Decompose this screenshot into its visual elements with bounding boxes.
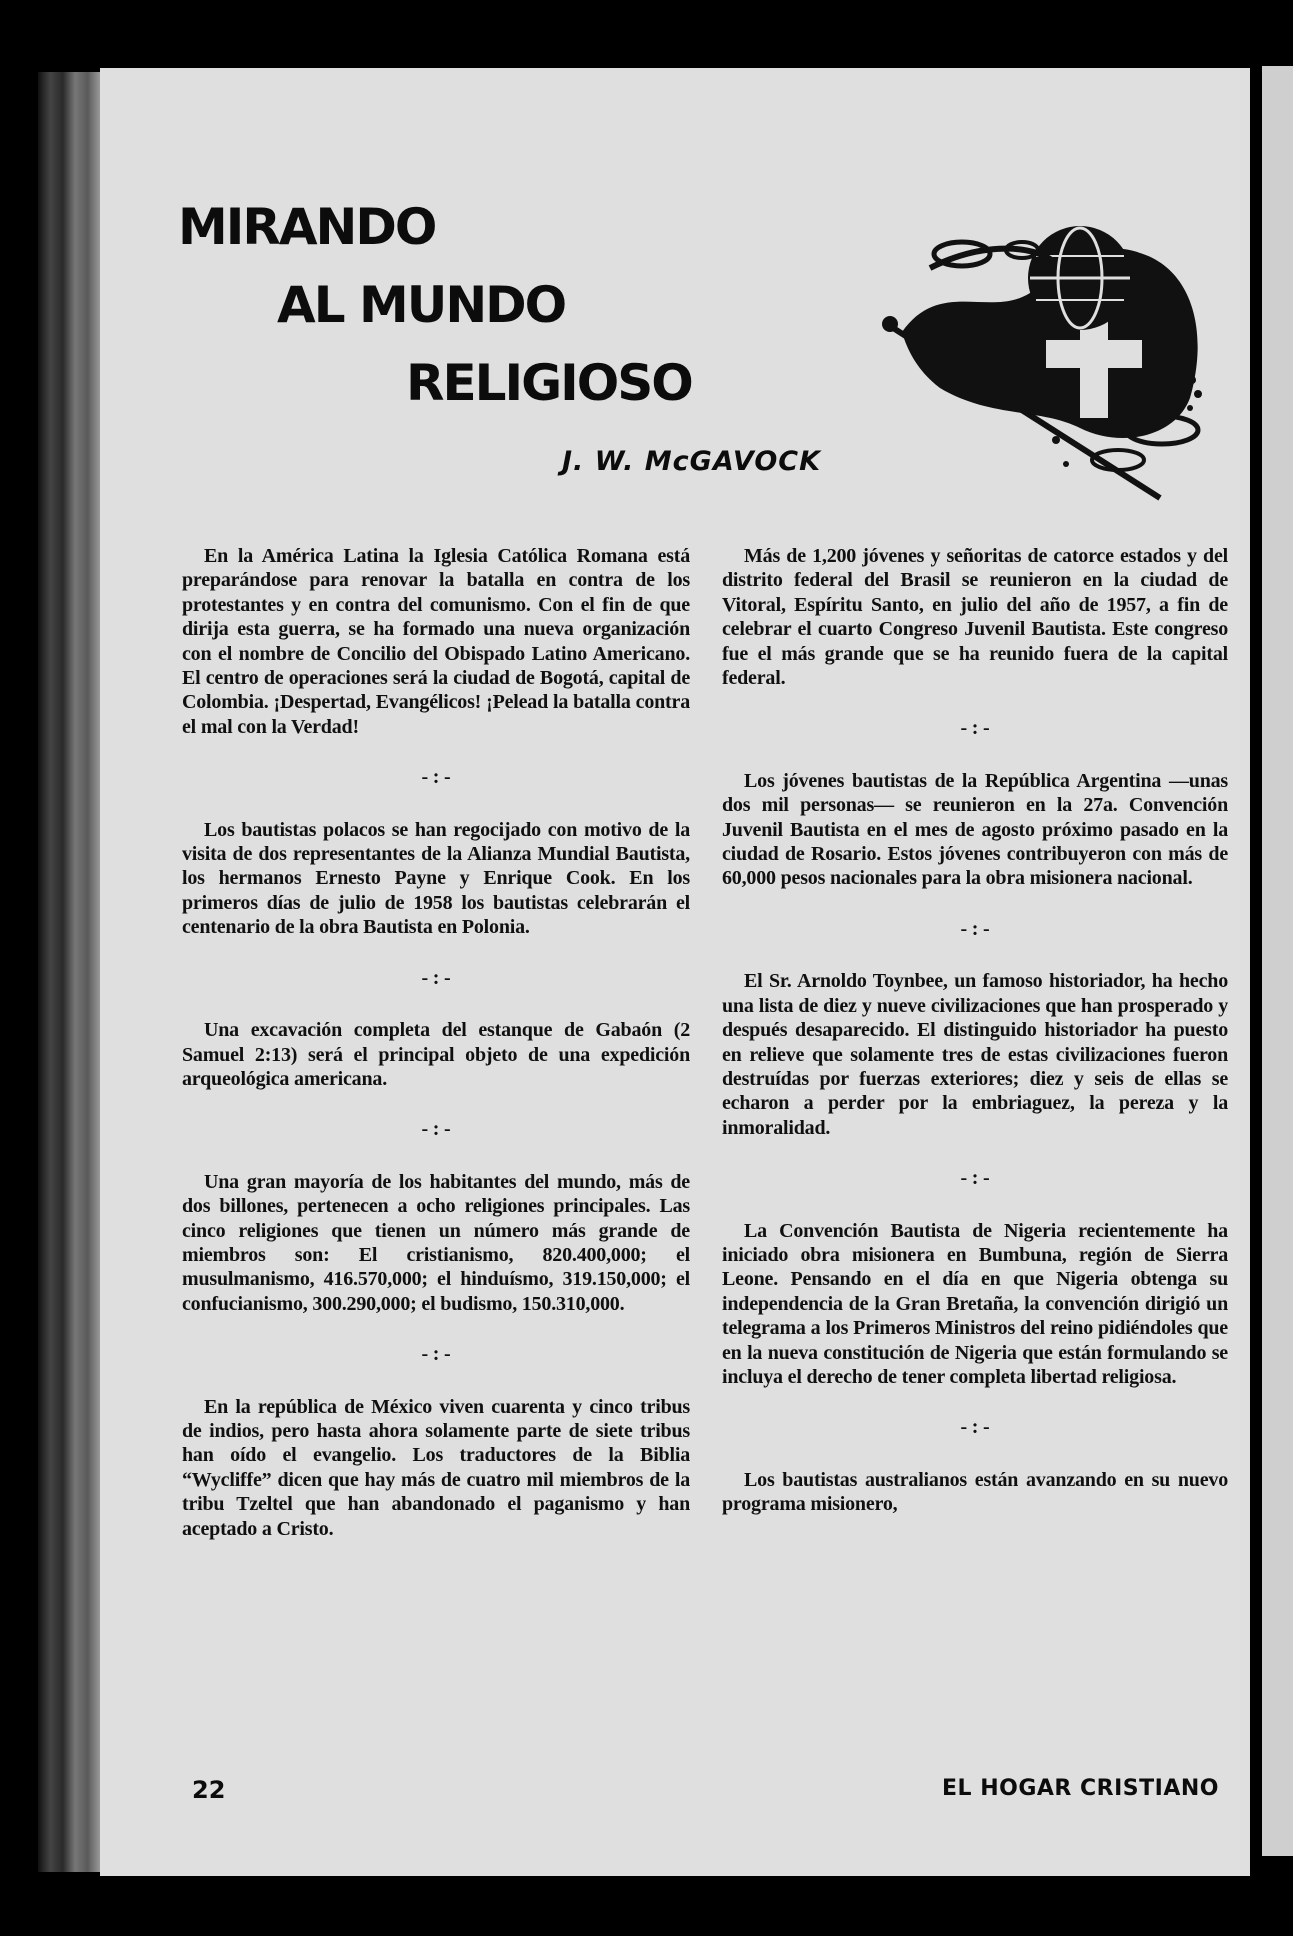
separator: - : - (960, 1416, 990, 1439)
title-line-3: RELIGIOSO (406, 354, 692, 412)
news-item: En la república de México viven cuarenta y cinco tribus de indios, pero hasta ahora solamente parte de siete tribus han oído el evangelio. Los traductores de la Biblia “Wycliffe” dicen que hay más de cuatro mil miembros de la tribu Tzeltel que han abandonado el paganismo y han aceptado a Cristo. (182, 1395, 690, 1540)
title-line-1: MIRANDO (178, 198, 436, 256)
separator: - : - (960, 717, 990, 740)
news-item: Los jóvenes bautistas de la República Argentina —unas dos mil personas— se reunieron en la 27a. Convención Juvenil Bautista en el mes de agosto próximo pasado en la ciudad de Rosario. Estos jóvenes contribuyeron con más de 60,000 pesos nacionales para la obra misionera nacional. (722, 769, 1228, 890)
right-column (722, 544, 1228, 1517)
author-byline: J. W. McGAVOCK (562, 446, 822, 477)
page-number: 22 (192, 1776, 226, 1804)
news-item: En la América Latina la Iglesia Católica Romana está preparándose para renovar la batalla en contra de los protestantes y en contra del comunismo. Con el fin de que dirija esta guerra, se ha formado una nueva organización con el nombre de Concilio del Obispado Latino Americano. El centro de operaciones será la ciudad de Bogotá, capital de Colombia. ¡Despertad, Evangélicos! ¡Pelead la batalla contra el mal con la Verdad! (182, 545, 690, 738)
news-item: Una gran mayoría de los habitantes del mundo, más de dos billones, pertenecen a ocho religiones principales. Las cinco religiones que tienen un número más grande de miembros son: El cristianismo, 820.400,000; el musulmanismo, 416.570,000; el hinduísmo, 319.150,000; el confucianismo, 300.290,000; el budismo, 150.310,000. (182, 1170, 690, 1315)
magazine-name: EL HOGAR CRISTIANO (942, 1776, 1219, 1801)
magazine-page (100, 68, 1250, 1876)
title-line-2: AL MUNDO (277, 276, 566, 334)
separator: - : - (421, 766, 451, 789)
separator: - : - (421, 1118, 451, 1141)
separator: - : - (421, 1343, 451, 1366)
separator: - : - (421, 966, 451, 989)
news-item: Una excavación completa del estanque de Gabaón (2 Samuel 2:13) será el principal objeto de una expedición arqueológica americana. (182, 1019, 690, 1090)
news-item: Los bautistas australianos están avanzando en su nuevo programa misionero, (722, 1468, 1228, 1516)
left-column (182, 544, 690, 1541)
news-item: Los bautistas polacos se han regocijado con motivo de la visita de dos representantes de la Alianza Mundial Bautista, los hermanos Ernesto Payne y Enrique Cook. En los primeros días de julio de 1958 los bautistas celebrarán el centenario de la obra Bautista en Polonia. (182, 818, 690, 939)
globe-cross-emblem-icon (790, 168, 1250, 528)
separator: - : - (960, 917, 990, 940)
separator: - : - (960, 1167, 990, 1190)
news-item: El Sr. Arnoldo Toynbee, un famoso historiador, ha hecho una lista de diez y nueve civilizaciones que han prosperado y después desaparecido. El distinguido historiador ha puesto en relieve que solamente tres de estas civilizaciones fueron destruídas por fuerzas exteriores; diez y seis de ellas se echaron a perder por la embriaguez, la pereza y la inmoralidad. (722, 970, 1228, 1139)
adjacent-page-edge (1262, 66, 1293, 1856)
news-item: Más de 1,200 jóvenes y señoritas de catorce estados y del distrito federal del Brasil se reunieron en la ciudad de Vitoral, Espíritu Santo, en julio del año de 1957, a fin de celebrar el cuarto Congreso Juvenil Bautista. Este congreso fue el más grande que se ha reunido fuera de la capital federal. (722, 545, 1228, 690)
book-binding-edge (38, 72, 100, 1872)
news-item: La Convención Bautista de Nigeria recientemente ha iniciado obra misionera en Bumbuna, región de Sierra Leone. Pensando en el día en que Nigeria obtenga su independencia de la Gran Bretaña, la convención dirigió un telegrama a los Primeros Ministros del reino pidiéndoles que en la nueva constitución de Nigeria que están formulando se incluya el derecho de tener completa libertad religiosa. (722, 1219, 1228, 1388)
